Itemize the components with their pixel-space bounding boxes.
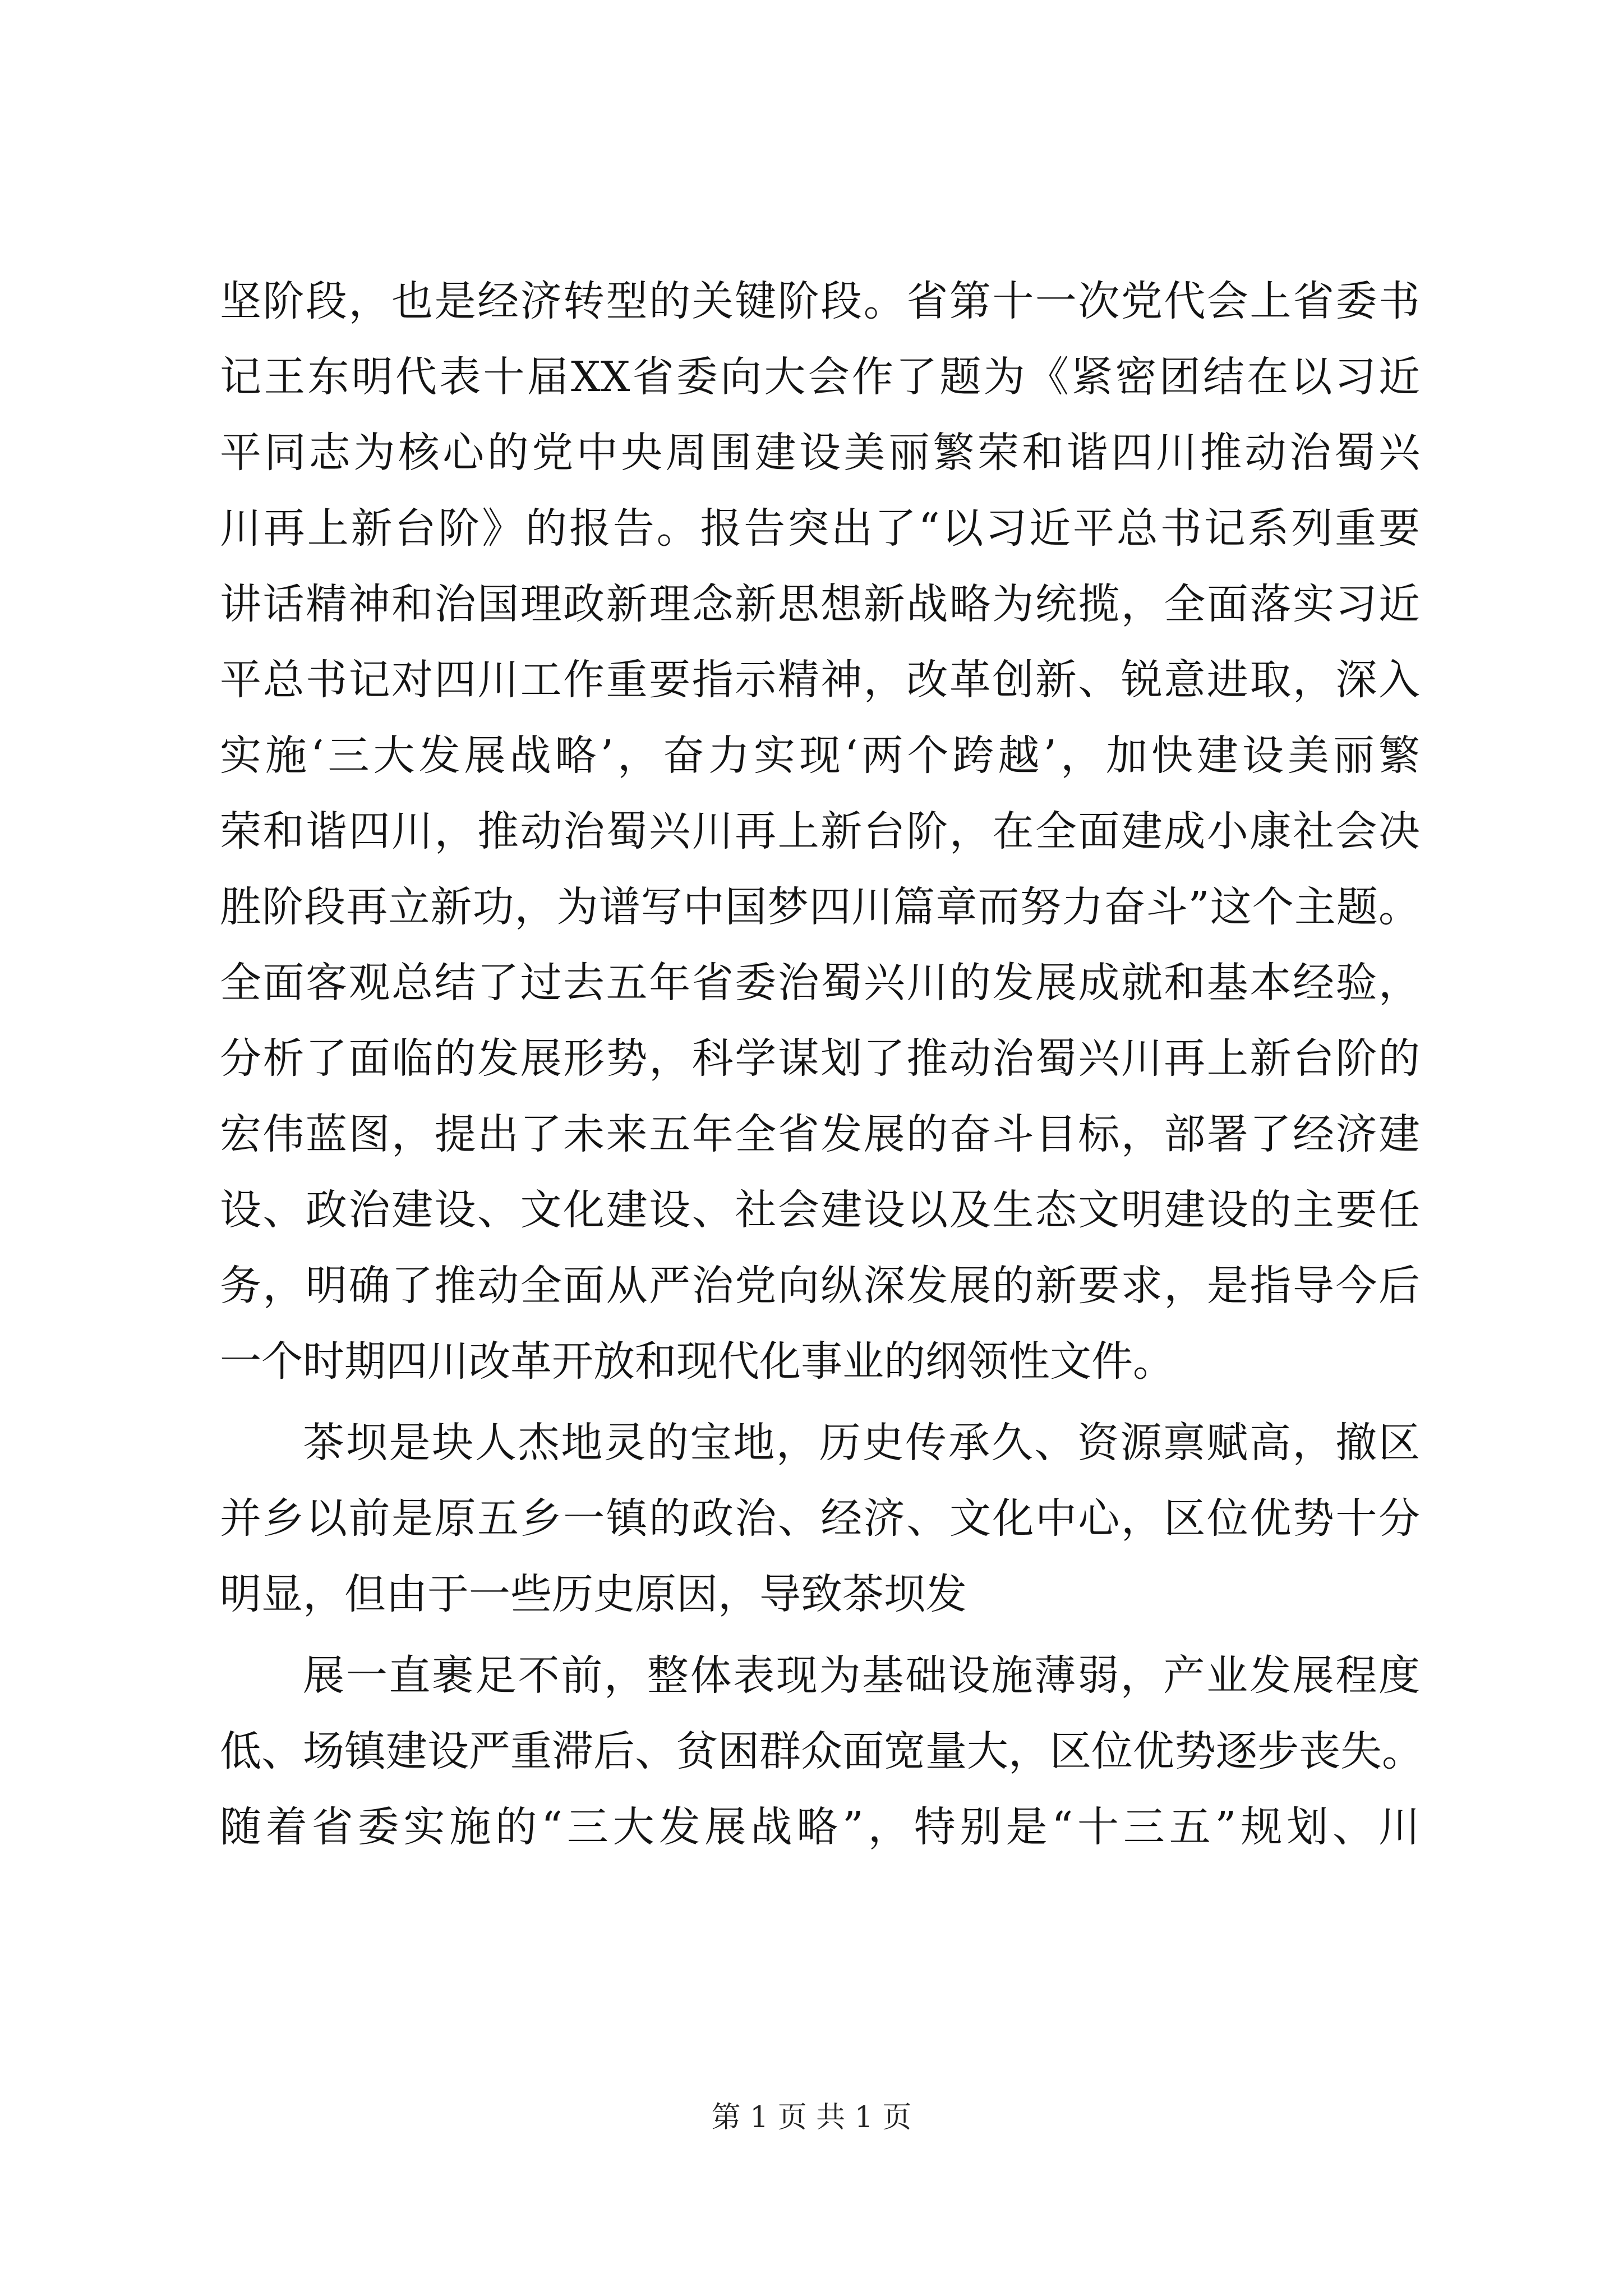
- text-line: 低、场镇建设严重滞后、贫困群众面宽量大，区位优势逐步丧失。: [220, 1727, 1423, 1775]
- body-text: [220, 264, 1423, 1865]
- text-line: 分析了面临的发展形势，科学谋划了推动治蜀兴川再上新台阶的: [220, 1034, 1420, 1083]
- text-line: 务，明确了推动全面从严治党向纵深发展的新要求，是指导今后: [220, 1262, 1420, 1310]
- text-line: 一个时期四川改革开放和现代化事业的纲领性文件。: [220, 1337, 1174, 1386]
- text-line: 平同志为核心的党中央周围建设美丽繁荣和谐四川推动治蜀兴: [220, 429, 1420, 477]
- text-line: 实施‘三大发展战略’，奋力实现‘两个跨越’，加快建设美丽繁: [220, 731, 1420, 780]
- text-line: 讲话精神和治国理政新理念新思想新战略为统揽，全面落实习近: [220, 580, 1420, 628]
- text-line: 展一直裹足不前，整体表现为基础设施薄弱，产业发展程度: [303, 1651, 1420, 1700]
- text-line: 坚阶段，也是经济转型的关键阶段。省第十一次党代会上省委书: [220, 277, 1420, 325]
- text-line: 全面客观总结了过去五年省委治蜀兴川的发展成就和基本经验，: [220, 959, 1420, 1007]
- text-line: 胜阶段再立新功，为谱写中国梦四川篇章而努力奋斗”这个主题。: [220, 883, 1420, 931]
- text-line: 宏伟蓝图，提出了未来五年全省发展的奋斗目标，部署了经济建: [220, 1110, 1420, 1158]
- text-line: 并乡以前是原五乡一镇的政治、经济、文化中心，区位优势十分: [220, 1494, 1420, 1543]
- page-footer: 第 1 页 共 1 页: [711, 2101, 912, 2134]
- text-line: 随着省委实施的“三大发展战略”，特别是“十三五”规划、川: [220, 1803, 1420, 1851]
- text-line: 设、政治建设、文化建设、社会建设以及生态文明建设的主要任: [220, 1186, 1420, 1234]
- text-line: 平总书记对四川工作重要指示精神，改革创新、锐意进取，深入: [220, 656, 1420, 704]
- text-line: 茶坝是块人杰地灵的宝地，历史传承久、资源禀赋高，撤区: [303, 1419, 1420, 1467]
- text-line: 荣和谐四川，推动治蜀兴川再上新台阶，在全面建成小康社会决: [220, 807, 1420, 855]
- text-line: 记王东明代表十届XX省委向大会作了题为《紧密团结在以习近: [220, 353, 1420, 401]
- text-line: 川再上新台阶》的报告。报告突出了“以习近平总书记系列重要: [220, 504, 1420, 553]
- text-line: 明显，但由于一些历史原因，导致茶坝发: [220, 1570, 967, 1618]
